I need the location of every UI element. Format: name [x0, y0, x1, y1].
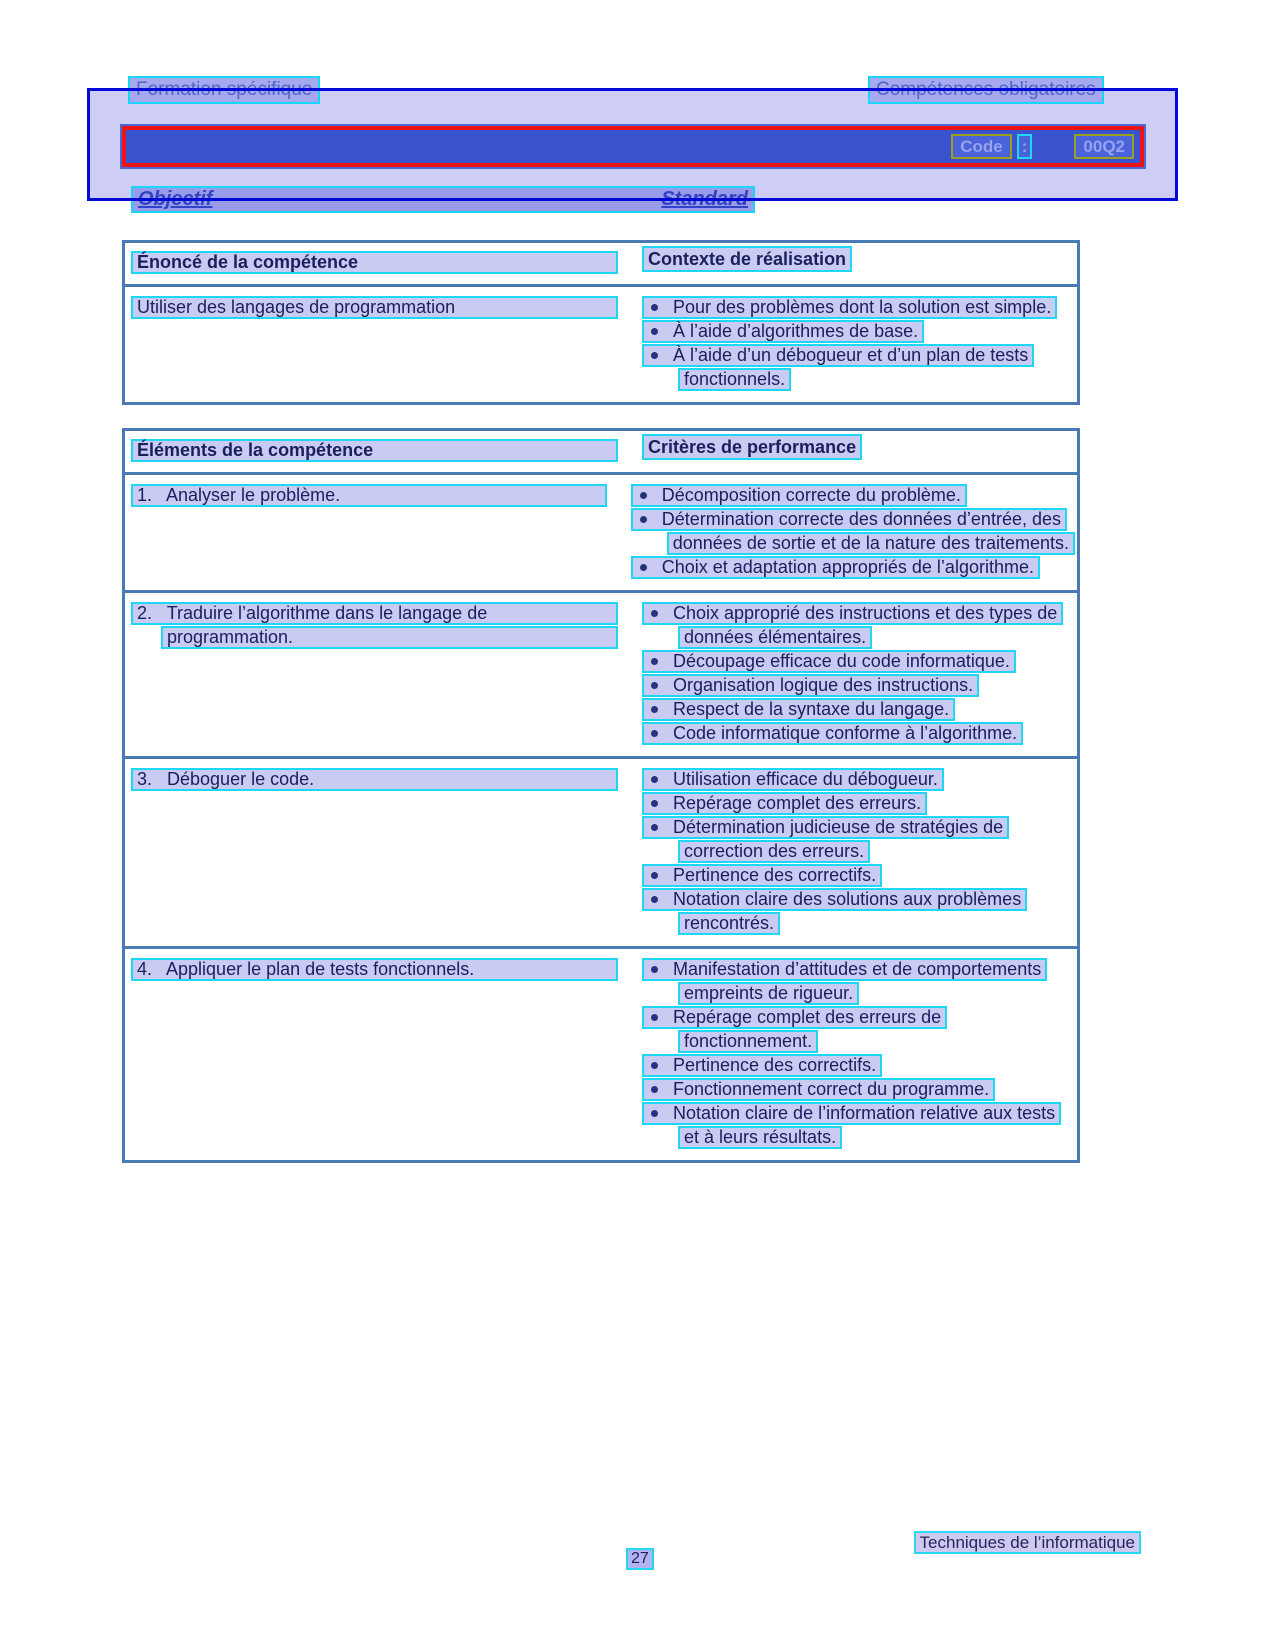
bullet-text-continuation: correction des erreurs. — [678, 840, 870, 863]
bullet-highlight — [642, 320, 924, 343]
bullet-text: À l’aide d’algorithmes de base. — [673, 321, 919, 341]
objectif-label: Objectif — [138, 188, 213, 210]
bullet-text-continuation: et à leurs résultats. — [678, 1126, 842, 1149]
bullet-highlight — [642, 1102, 1061, 1125]
bullet-text: Organisation logique des instructions. — [673, 675, 974, 695]
bullet-dot-icon — [651, 1014, 658, 1021]
bullet-text: Notation claire des solutions aux problèmes — [673, 889, 1022, 909]
bullet-text: Repérage complet des erreurs de — [673, 1007, 942, 1027]
running-header-right-label: Compétences obligatoires — [868, 76, 1104, 104]
bullet-line — [642, 674, 1075, 697]
row-right-cell — [642, 768, 1077, 936]
bullet-highlight — [642, 958, 1047, 981]
bullet-dot-icon — [651, 730, 658, 737]
table-header-right-label: Contexte de réalisation — [642, 246, 852, 272]
bullet-text-continuation: rencontrés. — [678, 912, 780, 935]
table-header-row — [125, 243, 1077, 287]
row-left-cell — [125, 768, 642, 936]
bullet-highlight — [642, 888, 1027, 911]
bullet-highlight — [631, 484, 967, 507]
row-left-cell — [125, 484, 631, 580]
table-header-right-cell — [642, 251, 1077, 275]
bullet-line — [642, 698, 1075, 721]
bullet-text: Respect de la syntaxe du langage. — [673, 699, 950, 719]
bullet-dot-icon — [640, 492, 647, 499]
code-separator: : — [1017, 134, 1033, 159]
bullet-text: Pour des problèmes dont la solution est simple. — [673, 297, 1052, 317]
left-text-line: 1. Analyser le problème. — [131, 484, 607, 507]
bullet-line — [642, 368, 1075, 391]
table-header-right-label: Critères de performance — [642, 434, 862, 460]
bullet-dot-icon — [651, 706, 658, 713]
bullet-text: Détermination judicieuse de stratégies de — [673, 817, 1004, 837]
elements-table — [122, 428, 1080, 1163]
bullet-line — [631, 532, 1075, 555]
bullet-line — [642, 792, 1075, 815]
left-text-line: 4. Appliquer le plan de tests fonctionnels. — [131, 958, 618, 981]
bullet-text-continuation: données de sortie et de la nature des traitements. — [667, 532, 1075, 555]
bullet-line — [642, 1126, 1075, 1149]
bullet-dot-icon — [651, 328, 658, 335]
bullet-line — [631, 508, 1075, 531]
row-right-cell — [642, 296, 1077, 392]
bullet-line — [642, 1030, 1075, 1053]
left-text-line: 3. Déboguer le code. — [131, 768, 618, 791]
bullet-highlight — [642, 674, 979, 697]
bullet-dot-icon — [651, 1110, 658, 1117]
bullet-line — [642, 912, 1075, 935]
bullet-text: Fonctionnement correct du programme. — [673, 1079, 990, 1099]
bullet-dot-icon — [651, 776, 658, 783]
bullet-line — [642, 1078, 1075, 1101]
bullet-text: Choix et adaptation appropriés de l’algorithme. — [661, 557, 1034, 577]
bullet-highlight — [642, 792, 927, 815]
bullet-highlight — [642, 864, 882, 887]
bullet-highlight — [642, 768, 944, 791]
table-row — [125, 287, 1077, 402]
row-left-cell — [125, 958, 642, 1150]
bullet-text: Découpage efficace du code informatique. — [673, 651, 1010, 671]
bullet-text: Utilisation efficace du débogueur. — [673, 769, 938, 789]
bullet-line — [642, 840, 1075, 863]
bullet-line — [642, 958, 1075, 981]
table-header-left-cell — [125, 251, 642, 275]
objectif-standard-band — [131, 186, 755, 213]
page-number-label: 27 — [626, 1548, 654, 1570]
bullet-text-continuation: fonctionnels. — [678, 368, 791, 391]
table-header-left-label: Énoncé de la compétence — [131, 251, 618, 274]
bullet-text: Manifestation d’attitudes et de comportements — [673, 959, 1042, 979]
bullet-highlight — [642, 602, 1063, 625]
bullet-dot-icon — [651, 966, 658, 973]
table-header-left-cell — [125, 439, 642, 463]
bullet-text: Repérage complet des erreurs. — [673, 793, 922, 813]
bullet-dot-icon — [640, 516, 647, 523]
table-header-right-cell — [642, 439, 1077, 463]
bullet-line — [631, 556, 1075, 579]
bullet-highlight — [642, 722, 1023, 745]
row-right-cell — [642, 958, 1077, 1150]
table-row — [125, 593, 1077, 759]
bullet-line — [642, 864, 1075, 887]
bullet-highlight — [642, 698, 955, 721]
bullet-text-continuation: empreints de rigueur. — [678, 982, 859, 1005]
bullet-line — [642, 626, 1075, 649]
footer-program — [914, 1531, 1141, 1554]
bullet-dot-icon — [640, 564, 647, 571]
row-left-cell — [125, 602, 642, 746]
bullet-text: Détermination correcte des données d’entrée, des — [661, 509, 1061, 529]
bullet-text: Pertinence des correctifs. — [673, 865, 877, 885]
bullet-line — [642, 1054, 1075, 1077]
bullet-line — [642, 722, 1075, 745]
bullet-highlight — [642, 816, 1009, 839]
bullet-dot-icon — [651, 872, 658, 879]
bullet-line — [642, 1102, 1075, 1125]
bullet-line — [642, 602, 1075, 625]
table-body — [125, 287, 1077, 402]
row-right-cell — [642, 602, 1077, 746]
running-header-left — [128, 76, 320, 104]
bullet-highlight — [642, 1054, 882, 1077]
bullet-line — [642, 982, 1075, 1005]
bullet-text-continuation: fonctionnement. — [678, 1030, 818, 1053]
bullet-line — [642, 650, 1075, 673]
table-header-row — [125, 431, 1077, 475]
code-banner — [122, 126, 1144, 167]
bullet-line — [642, 320, 1075, 343]
table-body — [125, 475, 1077, 1160]
bullet-dot-icon — [651, 352, 658, 359]
bullet-line — [642, 816, 1075, 839]
row-right-cell — [631, 484, 1077, 580]
competence-table — [122, 240, 1080, 405]
bullet-highlight — [642, 1006, 947, 1029]
bullet-text: Décomposition correcte du problème. — [661, 485, 961, 505]
bullet-text: Notation claire de l’information relative aux tests — [673, 1103, 1056, 1123]
bullet-dot-icon — [651, 800, 658, 807]
row-left-cell — [125, 296, 642, 392]
left-text-line: Utiliser des langages de programmation — [131, 296, 618, 319]
bullet-dot-icon — [651, 824, 658, 831]
bullet-highlight — [631, 508, 1067, 531]
bullet-line — [642, 344, 1075, 367]
bullet-text: Choix approprié des instructions et des types de — [673, 603, 1058, 623]
bullet-highlight — [631, 556, 1040, 579]
bullet-highlight — [642, 1078, 995, 1101]
bullet-line — [642, 888, 1075, 911]
running-header-right — [868, 76, 1104, 104]
bullet-line — [631, 484, 1075, 507]
bullet-text: Pertinence des correctifs. — [673, 1055, 877, 1075]
left-text-line: programmation. — [161, 626, 618, 649]
table-row — [125, 759, 1077, 949]
bullet-text: Code informatique conforme à l’algorithme. — [673, 723, 1018, 743]
bullet-text-continuation: données élémentaires. — [678, 626, 872, 649]
bullet-highlight — [642, 650, 1016, 673]
bullet-dot-icon — [651, 610, 658, 617]
bullet-dot-icon — [651, 682, 658, 689]
bullet-dot-icon — [651, 1062, 658, 1069]
bullet-highlight — [642, 344, 1034, 367]
bullet-dot-icon — [651, 304, 658, 311]
bullet-highlight — [642, 296, 1057, 319]
table-row — [125, 949, 1077, 1160]
table-header-left-label: Éléments de la compétence — [131, 439, 618, 462]
bullet-dot-icon — [651, 896, 658, 903]
standard-label: Standard — [661, 188, 748, 210]
code-label: Code — [951, 134, 1012, 159]
page-number — [626, 1548, 654, 1570]
bullet-text: À l’aide d’un débogueur et d’un plan de tests — [673, 345, 1029, 365]
left-text-line: 2. Traduire l’algorithme dans le langage de — [131, 602, 618, 625]
bullet-dot-icon — [651, 1086, 658, 1093]
bullet-dot-icon — [651, 658, 658, 665]
bullet-line — [642, 768, 1075, 791]
bullet-line — [642, 296, 1075, 319]
code-value: 00Q2 — [1074, 134, 1134, 159]
table-row — [125, 475, 1077, 593]
running-header-left-label: Formation spécifique — [128, 76, 320, 104]
footer-program-label: Techniques de l’informatique — [914, 1531, 1141, 1554]
bullet-line — [642, 1006, 1075, 1029]
